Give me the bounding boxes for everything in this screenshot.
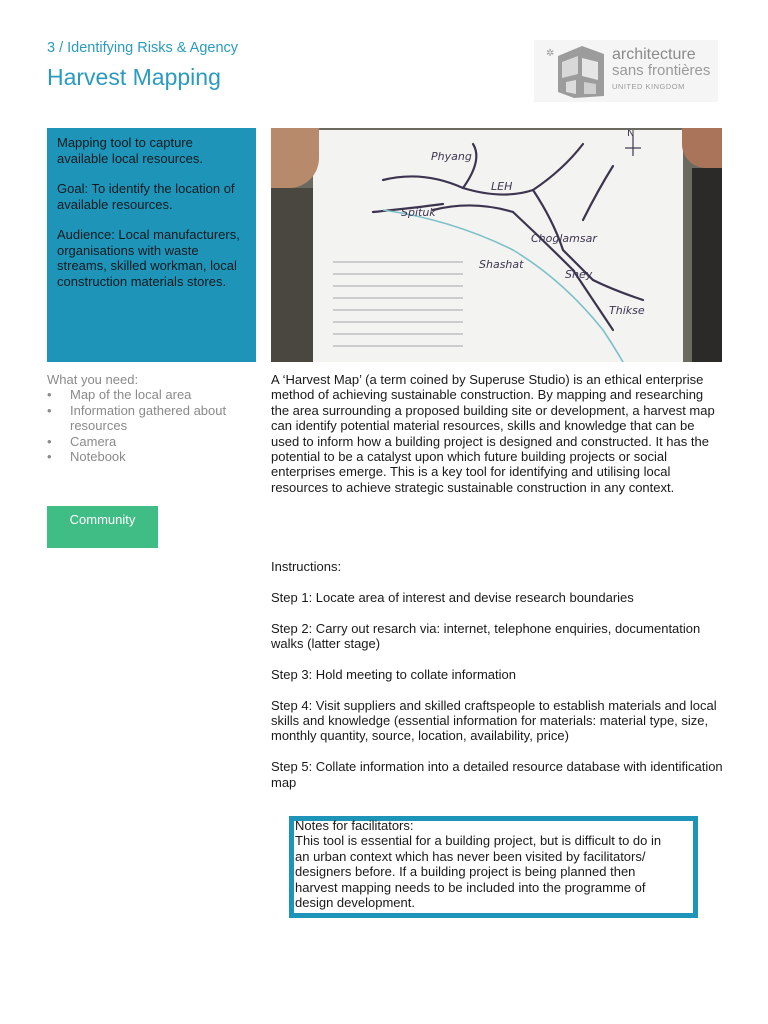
- page-title: Harvest Mapping: [47, 64, 221, 90]
- intro-paragraph: A ‘Harvest Map’ (a term coined by Superuse Studio) is an ethical enterprise method of achieving sustainable construction. By mapping and researching the area surrounding a proposed building site or development, a harvest map can identify potential material resources, skills and knowledge that can be used to inform how a building project is designed and constructed. It has the potential to be a catalyst upon which future building projects or social enterprises emerge. This is a key tool for identifying and utilising local resources to achieve strategic sustainable construction in any context.: [271, 372, 715, 495]
- facilitator-notes-box: [289, 816, 698, 918]
- breadcrumb: 3 / Identifying Risks & Agency: [47, 40, 239, 56]
- harvest-map-photo: [271, 128, 722, 362]
- building-logo-icon: [544, 44, 608, 100]
- map-label-shashat: Shashat: [479, 258, 524, 271]
- photo-background-left: [271, 188, 313, 362]
- notes-heading: Notes for facilitators:: [295, 818, 414, 833]
- notes-body: This tool is essential for a building project, but is difficult to do in an urban context which has never been visited by facilitators/ designers before. If a building project is being planned then harvest mapping needs to be included into the programme of design development.: [295, 833, 662, 911]
- list-item: • Map of the local area: [47, 387, 252, 402]
- summary-goal: Goal: To identify the location of available resources.: [57, 181, 235, 212]
- list-item: • Information gathered about resources: [47, 403, 252, 434]
- logo-text-line1: architecture: [612, 46, 696, 63]
- instruction-step: Step 5: Collate information into a detailed resource database with identification map: [271, 759, 723, 790]
- instructions-section: [271, 559, 723, 805]
- instruction-step: Step 1: Locate area of interest and devise research boundaries: [271, 589, 634, 605]
- community-tag: Community: [47, 506, 158, 548]
- summary-box: [47, 128, 256, 362]
- list-item: • Notebook: [47, 449, 252, 464]
- needs-list: [47, 372, 252, 464]
- organisation-logo: [534, 40, 718, 102]
- map-label-thikse: Thikse: [609, 304, 645, 317]
- logo-text-line2: sans frontières: [612, 62, 711, 79]
- svg-text:✲: ✲: [546, 48, 555, 59]
- instructions-heading: Instructions:: [271, 559, 342, 574]
- summary-audience: Audience: Local manufacturers, organisations with waste streams, skilled workman, local construction materials stores.: [57, 227, 240, 289]
- instruction-step: Step 3: Hold meeting to collate information: [271, 666, 516, 682]
- instruction-step: Step 2: Carry out resarch via: internet, telephone enquiries, documentation walks (latter stage): [271, 620, 701, 651]
- map-label-shey: Shey: [565, 268, 593, 281]
- photo-hand-right: [682, 128, 722, 168]
- map-label-spituk: Spituk: [401, 206, 436, 219]
- map-north-arrow-icon: N: [627, 130, 635, 139]
- map-label-choglamsar: Choglamsar: [531, 232, 597, 245]
- photo-background-right: [692, 168, 722, 362]
- map-label-leh: LEH: [491, 180, 513, 193]
- map-paper: [313, 130, 683, 362]
- photo-hand-left: [271, 128, 319, 188]
- list-item: • Camera: [47, 434, 252, 449]
- needs-heading: What you need:: [47, 372, 139, 387]
- map-label-phyang: Phyang: [431, 150, 472, 163]
- hand-drawn-map: [313, 130, 683, 362]
- instruction-step: Step 4: Visit suppliers and skilled craftspeople to establish materials and local skills and knowledge (essential information for materials: material type, size, monthly quantity, source, location, availability, price): [271, 697, 717, 744]
- summary-purpose: Mapping tool to capture available local resources.: [57, 135, 203, 166]
- logo-text-line3: UNITED KINGDOM: [612, 82, 685, 91]
